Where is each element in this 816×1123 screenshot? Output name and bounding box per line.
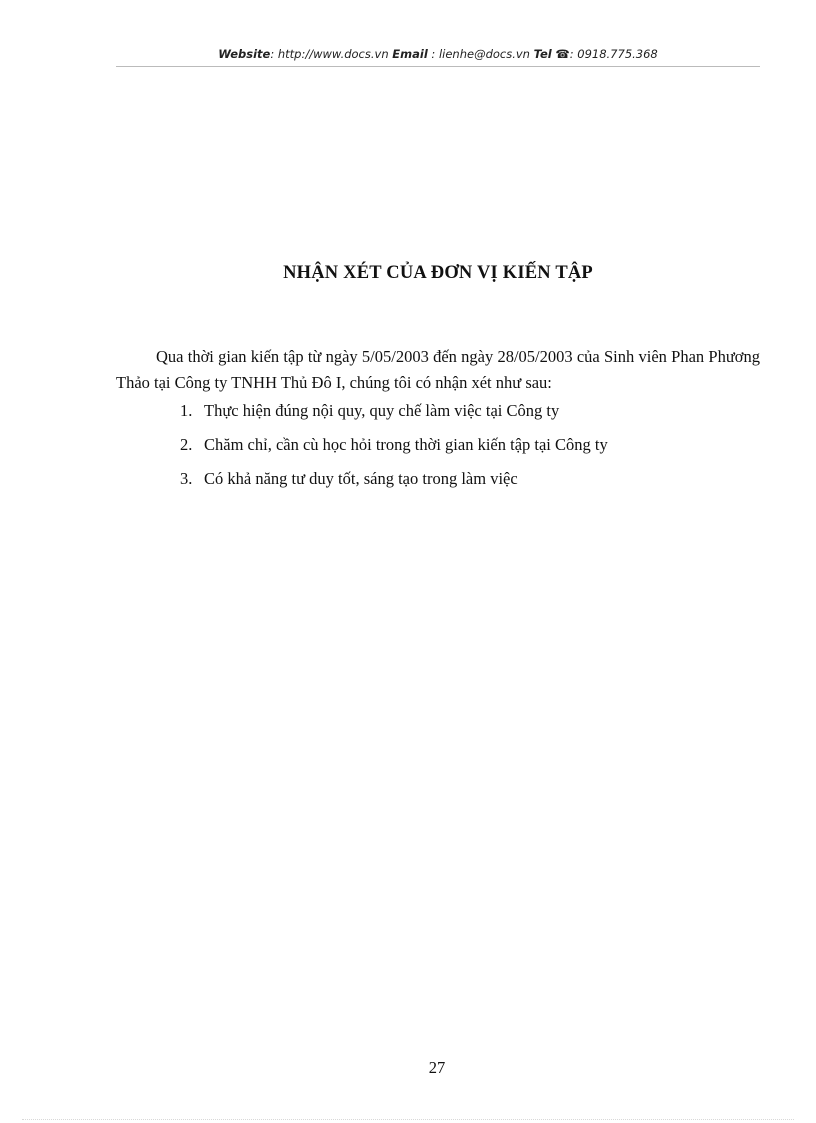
list-item-number: 3. — [180, 469, 193, 488]
phone-icon: ☎ — [555, 47, 570, 61]
email-value: : lienhe@docs.vn — [431, 47, 530, 61]
page-number: 27 — [428, 1058, 446, 1077]
list-item-number: 2. — [180, 435, 193, 454]
footer-divider — [22, 1119, 794, 1120]
website-value: : http://www.docs.vn — [270, 47, 389, 61]
email-label: Email — [392, 47, 428, 61]
tel-label: Tel — [533, 47, 552, 61]
page-title: NHẬN XÉT CỦA ĐƠN VỊ KIẾN TẬP — [283, 263, 593, 283]
header-divider — [116, 66, 760, 67]
tel-value: : 0918.775.368 — [569, 47, 658, 61]
list-item — [180, 398, 740, 432]
list-item-number: 1. — [180, 401, 193, 420]
list-item-text: Có khả năng tư duy tốt, sáng tạo trong làm việc — [204, 469, 518, 488]
body-paragraph: Qua thời gian kiến tập từ ngày 5/05/2003 đến ngày 28/05/2003 của Sinh viên Phan Phương Thảo tại Công ty TNHH Thủ Đô I, chúng tôi có nhận xét như sau: — [116, 347, 760, 392]
list-item-text: Chăm chỉ, cần cù học hỏi trong thời gian kiến tập tại Công ty — [204, 435, 608, 454]
website-label: Website — [218, 47, 271, 61]
list-item — [180, 432, 740, 466]
remarks-list — [180, 398, 740, 500]
page-header — [116, 47, 760, 61]
list-item — [180, 466, 740, 500]
list-item-text: Thực hiện đúng nội quy, quy chế làm việc tại Công ty — [204, 401, 560, 420]
